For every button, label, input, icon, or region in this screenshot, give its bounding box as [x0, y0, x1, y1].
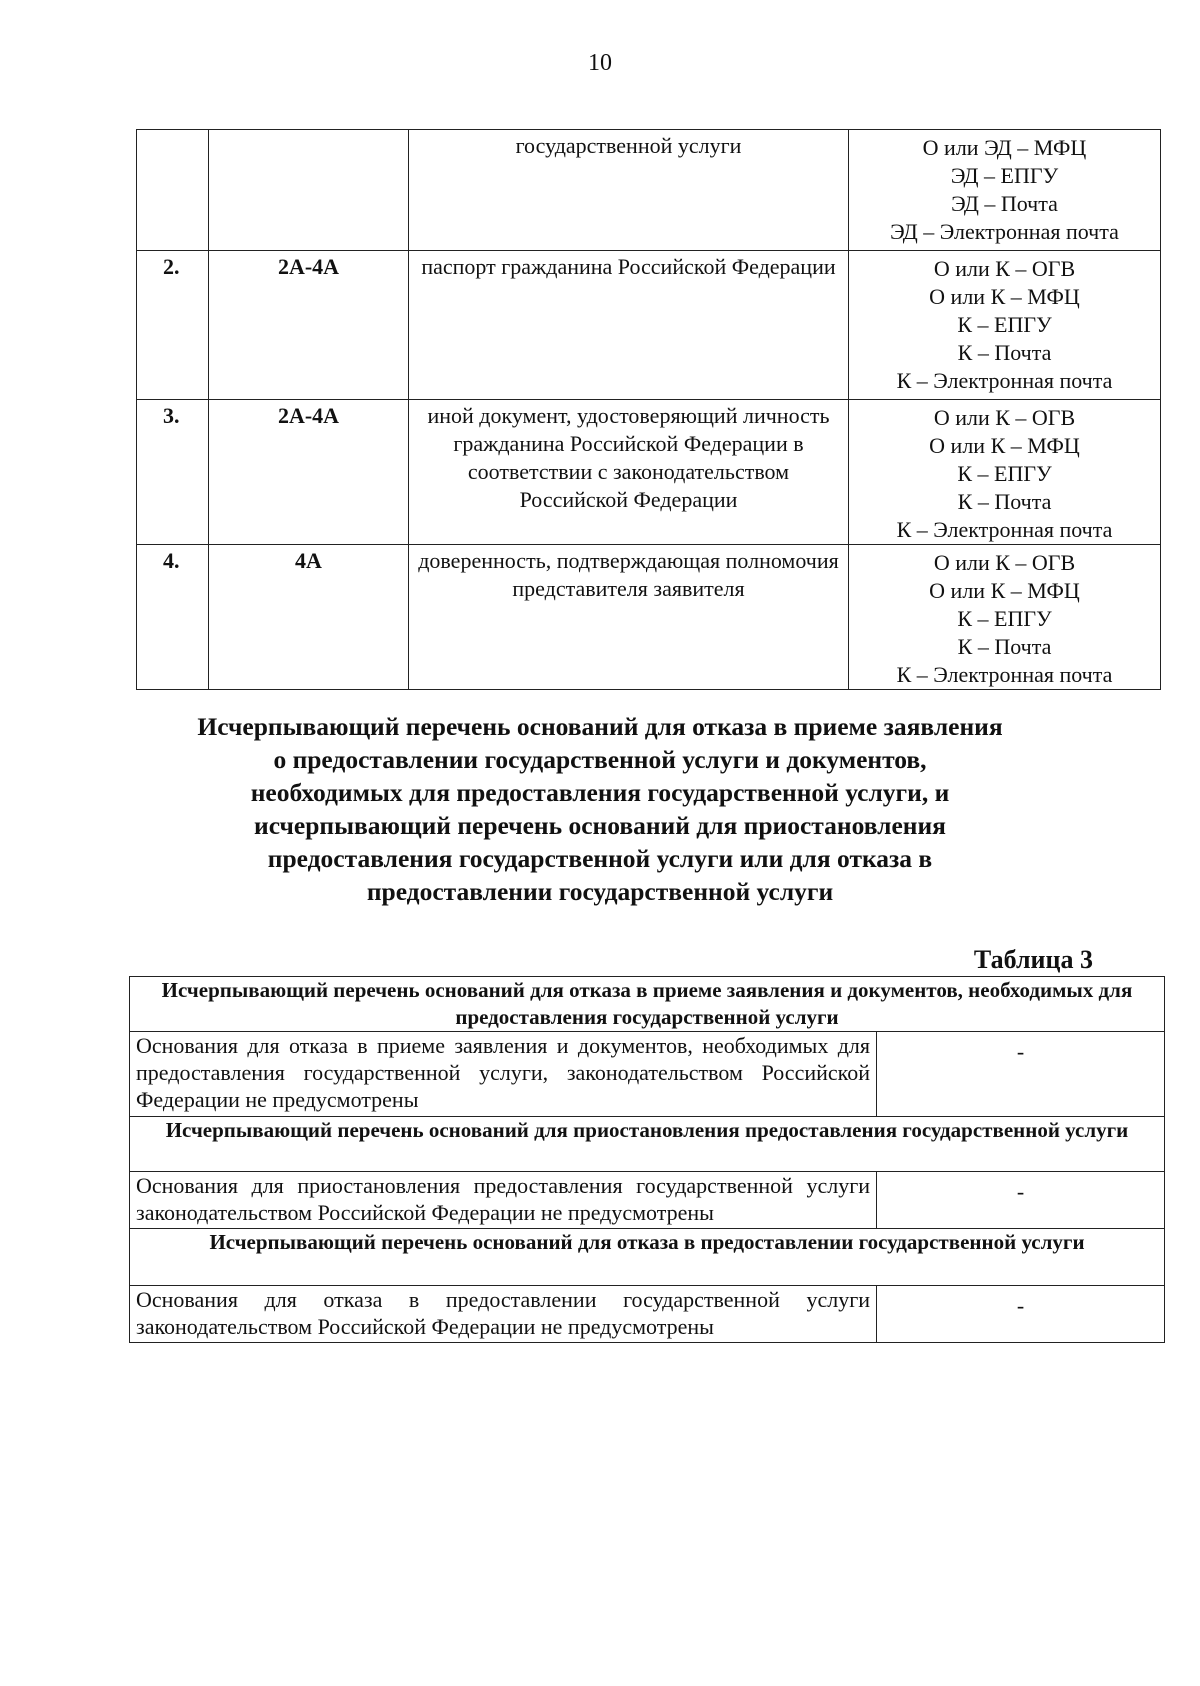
grounds-table [129, 976, 1165, 1343]
documents-table [136, 129, 1161, 690]
submission-way: К – Почта [957, 340, 1052, 365]
submission-ways [849, 545, 1161, 690]
row-number: 3. [137, 400, 209, 545]
submission-way: О или К – ОГВ [933, 256, 1076, 281]
document-name: государственной услуги [409, 130, 849, 251]
submission-way: К – Электронная почта [896, 368, 1113, 393]
table-row [137, 400, 1161, 545]
table-row [137, 251, 1161, 400]
document-name: доверенность, подтверждающая полномочия представителя заявителя [409, 545, 849, 690]
grounds-text: Основания для отказа в приеме заявления и документов, необходимых для предоставления государственной услуги, законодательством Российской Федерации не предусмотрены [130, 1032, 877, 1117]
table-row [130, 1172, 1165, 1229]
page-number: 10 [588, 50, 612, 76]
applicant-category: 2А-4А [209, 400, 409, 545]
section-title: Исчерпывающий перечень оснований для приостановления предоставления государственной услуги [130, 1117, 1165, 1172]
grounds-text: Основания для отказа в предоставлении государственной услуги законодательством Российской Федерации не предусмотрены [130, 1286, 877, 1343]
applicant-category: 4А [209, 545, 409, 690]
grounds-value: - [877, 1172, 1165, 1229]
submission-way: О или ЭД – МФЦ [922, 135, 1087, 160]
submission-way: ЭД – Почта [951, 191, 1058, 216]
submission-way: К – Почта [957, 634, 1052, 659]
submission-way: О или К – МФЦ [929, 284, 1080, 309]
document-name: иной документ, удостоверяющий личность гражданина Российской Федерации в соответствии с законодательством Российской Федерации [409, 400, 849, 545]
heading-line: исчерпывающий перечень оснований для приостановления [254, 811, 946, 840]
section-header-row [130, 1229, 1165, 1286]
submission-way: К – ЕПГУ [957, 606, 1052, 631]
heading-line: предоставления государственной услуги или для отказа в [267, 844, 933, 873]
submission-ways [849, 130, 1161, 251]
grounds-value: - [877, 1032, 1165, 1117]
table-row [137, 130, 1161, 251]
applicant-category: 2А-4А [209, 251, 409, 400]
grounds-value: - [877, 1286, 1165, 1343]
document-name: паспорт гражданина Российской Федерации [409, 251, 849, 400]
submission-way: К – Почта [957, 489, 1052, 514]
submission-way: К – ЕПГУ [957, 461, 1052, 486]
submission-way: О или К – МФЦ [929, 578, 1080, 603]
section-header-row [130, 977, 1165, 1032]
table-row [130, 1286, 1165, 1343]
submission-way: ЭД – Электронная почта [890, 219, 1119, 244]
heading-line: о предоставлении государственной услуги и документов, [273, 745, 927, 774]
row-number [137, 130, 209, 251]
submission-way: К – Электронная почта [896, 517, 1113, 542]
table-row [137, 545, 1161, 690]
table-label: Таблица 3 [973, 945, 1093, 974]
section-title: Исчерпывающий перечень оснований для отказа в приеме заявления и документов, необходимых для предоставления государственной услуги [130, 977, 1165, 1032]
table-row [130, 1032, 1165, 1117]
applicant-category [209, 130, 409, 251]
row-number: 2. [137, 251, 209, 400]
submission-ways [849, 400, 1161, 545]
row-number: 4. [137, 545, 209, 690]
submission-way: ЭД – ЕПГУ [950, 163, 1059, 188]
submission-ways [849, 251, 1161, 400]
heading-line: Исчерпывающий перечень оснований для отказа в приеме заявления [197, 712, 1003, 741]
submission-way: О или К – МФЦ [929, 433, 1080, 458]
heading-line: необходимых для предоставления государственной услуги, и [250, 778, 950, 807]
heading-line: предоставлении государственной услуги [366, 877, 834, 906]
submission-way: О или К – ОГВ [933, 405, 1076, 430]
submission-way: О или К – ОГВ [933, 550, 1076, 575]
section-header-row [130, 1117, 1165, 1172]
grounds-text: Основания для приостановления предоставления государственной услуги законодательством Российской Федерации не предусмотрены [130, 1172, 877, 1229]
submission-way: К – Электронная почта [896, 662, 1113, 687]
submission-way: К – ЕПГУ [957, 312, 1052, 337]
section-heading [150, 710, 1050, 908]
section-title: Исчерпывающий перечень оснований для отказа в предоставлении государственной услуги [130, 1229, 1165, 1286]
